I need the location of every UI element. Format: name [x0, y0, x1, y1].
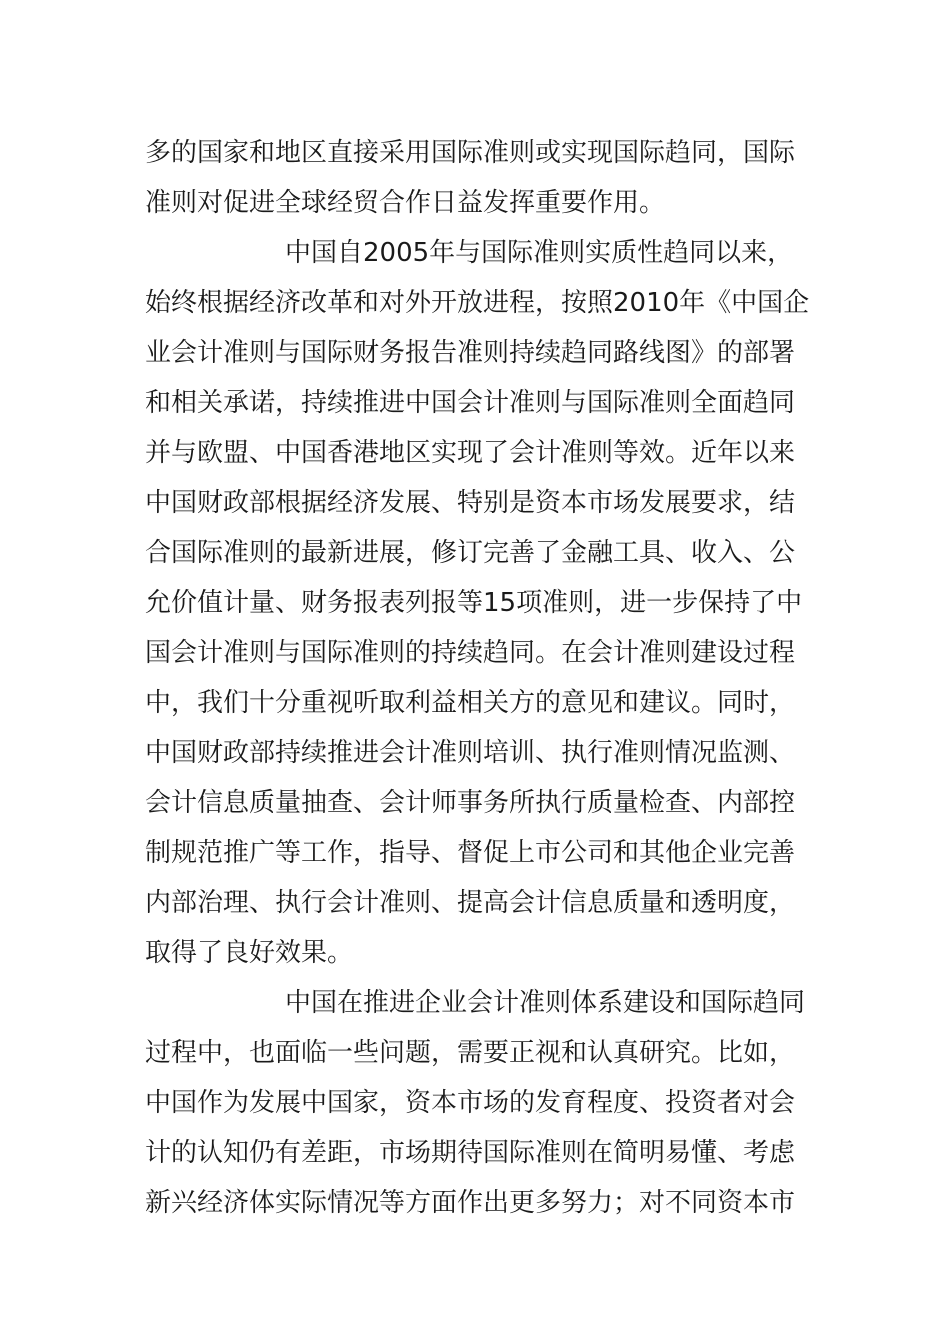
paragraph-2-line-6: 中国财政部根据经济发展、特别是资本市场发展要求，结	[145, 488, 796, 518]
paragraph-2-line-8: 允价值计量、财务报表列报等15项准则，进一步保持了中	[145, 588, 803, 618]
paragraph-3-line-1: 中国在推进企业会计准则体系建设和国际趋同	[285, 988, 806, 1018]
paragraph-2-line-2: 始终根据经济改革和对外开放进程，按照2010年《中国企	[145, 288, 810, 318]
paragraph-2-line-1: 中国自2005年与国际准则实质性趋同以来，	[285, 238, 794, 268]
paragraph-2-line-13: 制规范推广等工作，指导、督促上市公司和其他企业完善	[145, 838, 796, 868]
paragraph-2-line-10: 中，我们十分重视听取利益相关方的意见和建议。同时，	[145, 688, 796, 718]
paragraph-2-line-5: 并与欧盟、中国香港地区实现了会计准则等效。近年以来	[145, 438, 796, 468]
paragraph-3-line-2: 过程中，也面临一些问题，需要正视和认真研究。比如，	[145, 1038, 796, 1068]
paragraph-1-line-1: 多的国家和地区直接采用国际准则或实现国际趋同，国际	[145, 138, 796, 168]
paragraph-2-line-7: 合国际准则的最新进展，修订完善了金融工具、收入、公	[145, 538, 796, 568]
paragraph-2-line-4: 和相关承诺，持续推进中国会计准则与国际准则全面趋同	[145, 388, 796, 418]
paragraph-2-line-9: 国会计准则与国际准则的持续趋同。在会计准则建设过程	[145, 638, 796, 668]
paragraph-2-line-12: 会计信息质量抽查、会计师事务所执行质量检查、内部控	[145, 788, 796, 818]
paragraph-2-line-11: 中国财政部持续推进会计准则培训、执行准则情况监测、	[145, 738, 796, 768]
paragraph-2-line-3: 业会计准则与国际财务报告准则持续趋同路线图》的部署	[145, 338, 796, 368]
paragraph-2-line-15: 取得了良好效果。	[145, 938, 354, 968]
paragraph-3-line-4: 计的认知仍有差距，市场期待国际准则在简明易懂、考虑	[145, 1138, 796, 1168]
paragraph-1-line-2: 准则对促进全球经贸合作日益发挥重要作用。	[145, 188, 666, 218]
document-body	[145, 128, 810, 1228]
paragraph-3-line-5: 新兴经济体实际情况等方面作出更多努力；对不同资本市	[145, 1188, 796, 1218]
paragraph-2-line-14: 内部治理、执行会计准则、提高会计信息质量和透明度，	[145, 888, 796, 918]
paragraph-3-line-3: 中国作为发展中国家，资本市场的发育程度、投资者对会	[145, 1088, 796, 1118]
